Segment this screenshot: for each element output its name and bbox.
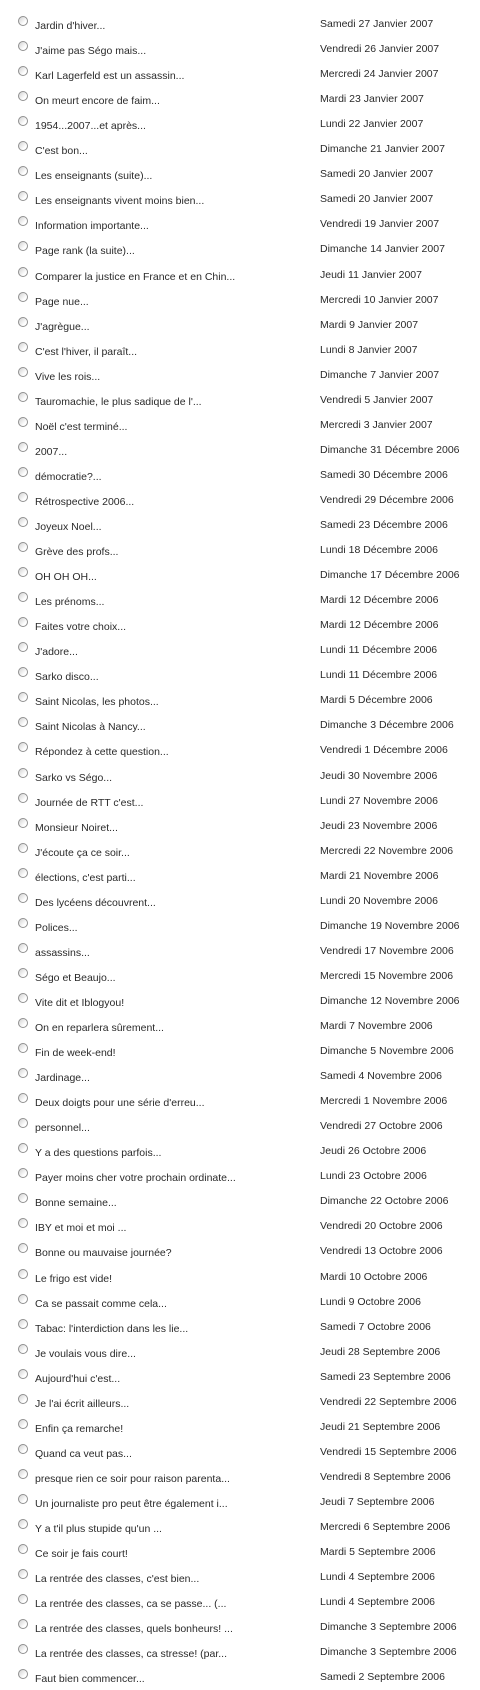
list-item[interactable] bbox=[0, 1315, 480, 1340]
post-date: Vendredi 1 Décembre 2006 bbox=[320, 744, 448, 757]
list-item[interactable] bbox=[0, 1189, 480, 1214]
post-date: Jeudi 26 Octobre 2006 bbox=[320, 1145, 427, 1158]
post-date: Mercredi 1 Novembre 2006 bbox=[320, 1095, 448, 1108]
list-item[interactable] bbox=[0, 162, 480, 187]
post-date: Lundi 9 Octobre 2006 bbox=[320, 1295, 421, 1308]
post-title-link[interactable]: Vite dit et Iblogyou! bbox=[35, 996, 125, 1009]
post-date: Mardi 12 Décembre 2006 bbox=[320, 619, 439, 632]
radio-button[interactable] bbox=[18, 116, 28, 126]
list-item[interactable] bbox=[0, 1039, 480, 1064]
list-item[interactable] bbox=[0, 488, 480, 513]
post-title-link[interactable]: Y a des questions parfois... bbox=[35, 1147, 162, 1160]
list-item[interactable] bbox=[0, 764, 480, 789]
radio-button[interactable] bbox=[18, 16, 28, 26]
list-item[interactable] bbox=[0, 1365, 480, 1390]
post-date: Mardi 5 Décembre 2006 bbox=[320, 694, 433, 707]
post-title-link[interactable]: Y a t'il plus stupide qu'un ... bbox=[35, 1523, 162, 1535]
list-item[interactable] bbox=[0, 713, 480, 738]
post-title-link[interactable]: La rentrée des classes, c'est bien... bbox=[35, 1573, 200, 1586]
radio-button[interactable] bbox=[18, 993, 28, 1003]
radio-button[interactable] bbox=[18, 1018, 28, 1028]
radio-button[interactable] bbox=[18, 1669, 28, 1679]
post-title-link[interactable]: Les enseignants vivent moins bien... bbox=[35, 195, 205, 208]
post-title-link[interactable]: Journée de RTT c'est... bbox=[35, 796, 144, 809]
list-item[interactable] bbox=[0, 212, 480, 237]
radio-button[interactable] bbox=[18, 216, 28, 226]
post-title-link[interactable]: Information importante... bbox=[35, 220, 149, 233]
post-date: Vendredi 15 Septembre 2006 bbox=[320, 1445, 457, 1458]
post-date: Lundi 4 Septembre 2006 bbox=[320, 1596, 436, 1609]
post-date: Mardi 10 Octobre 2006 bbox=[320, 1270, 428, 1283]
post-date: Vendredi 13 Octobre 2006 bbox=[320, 1245, 443, 1258]
post-title-link[interactable]: Saint Nicolas, les photos... bbox=[35, 696, 159, 709]
post-date: Mercredi 15 Novembre 2006 bbox=[320, 969, 454, 982]
post-title-link[interactable]: élections, c'est parti... bbox=[35, 871, 136, 884]
radio-button[interactable] bbox=[18, 592, 28, 602]
list-item[interactable] bbox=[0, 688, 480, 713]
post-date: Dimanche 3 Décembre 2006 bbox=[320, 719, 454, 732]
list-item[interactable] bbox=[0, 1214, 480, 1239]
post-title-link[interactable]: Joyeux Noel... bbox=[35, 521, 102, 533]
radio-button[interactable] bbox=[18, 893, 28, 903]
post-title-link[interactable]: Grève des profs... bbox=[35, 546, 119, 559]
post-title-link[interactable]: J'adore... bbox=[35, 646, 78, 659]
radio-button[interactable] bbox=[18, 141, 28, 151]
list-item[interactable] bbox=[0, 538, 480, 563]
list-item[interactable] bbox=[0, 1340, 480, 1365]
post-date: Dimanche 12 Novembre 2006 bbox=[320, 994, 460, 1007]
post-title-link[interactable]: IBY et moi et moi ... bbox=[35, 1222, 127, 1235]
post-date: Samedi 7 Octobre 2006 bbox=[320, 1320, 431, 1333]
radio-button[interactable] bbox=[18, 317, 28, 327]
post-title-link[interactable]: Vive les rois... bbox=[35, 370, 101, 383]
radio-button[interactable] bbox=[18, 467, 28, 477]
post-date: Dimanche 21 Janvier 2007 bbox=[320, 143, 445, 156]
post-date: Samedi 27 Janvier 2007 bbox=[320, 18, 434, 30]
radio-button[interactable] bbox=[18, 742, 28, 752]
radio-button[interactable] bbox=[18, 793, 28, 803]
post-date: Lundi 20 Novembre 2006 bbox=[320, 894, 438, 907]
list-item[interactable] bbox=[0, 463, 480, 488]
post-title-link[interactable]: La rentrée des classes, ca se passe... (... bbox=[35, 1598, 227, 1611]
post-title-link[interactable]: Répondez à cette question... bbox=[35, 746, 169, 759]
list-item[interactable] bbox=[0, 939, 480, 964]
list-item[interactable] bbox=[0, 338, 480, 363]
post-title-link[interactable]: Je voulais vous dire... bbox=[35, 1347, 136, 1360]
list-item[interactable] bbox=[0, 12, 480, 37]
post-title-link[interactable]: Faites votre choix... bbox=[35, 621, 127, 634]
post-date: Samedi 23 Septembre 2006 bbox=[320, 1370, 451, 1383]
list-item[interactable] bbox=[0, 363, 480, 388]
list-item[interactable] bbox=[0, 237, 480, 262]
radio-button[interactable] bbox=[18, 1594, 28, 1604]
post-date: Jeudi 23 Novembre 2006 bbox=[320, 819, 438, 832]
list-item[interactable] bbox=[0, 1014, 480, 1039]
post-title-link[interactable]: Tabac: l'interdiction dans les lie... bbox=[35, 1322, 189, 1335]
post-date: Mercredi 10 Janvier 2007 bbox=[320, 293, 439, 306]
post-date: Dimanche 3 Septembre 2006 bbox=[320, 1646, 457, 1659]
post-date: Jeudi 21 Septembre 2006 bbox=[320, 1420, 441, 1433]
radio-button[interactable] bbox=[18, 1519, 28, 1529]
post-date: Jeudi 11 Janvier 2007 bbox=[320, 268, 422, 281]
post-title-link[interactable]: Tauromachie, le plus sadique de l'... bbox=[35, 395, 202, 408]
radio-button[interactable] bbox=[18, 642, 28, 652]
post-title-link[interactable]: La rentrée des classes, quels bonheurs! ... bbox=[35, 1623, 233, 1636]
post-date: Lundi 23 Octobre 2006 bbox=[320, 1170, 427, 1183]
post-title-link[interactable]: assassins... bbox=[35, 946, 90, 959]
post-title-link[interactable]: Ca se passait comme cela... bbox=[35, 1297, 167, 1310]
post-date: Dimanche 5 Novembre 2006 bbox=[320, 1045, 454, 1058]
list-item[interactable] bbox=[0, 1139, 480, 1164]
list-item[interactable] bbox=[0, 889, 480, 914]
radio-button[interactable] bbox=[18, 1143, 28, 1153]
post-title-link[interactable]: Comparer la justice en France et en Chin... bbox=[35, 270, 236, 283]
post-title-link[interactable]: Monsieur Noiret... bbox=[35, 821, 118, 834]
post-title-link[interactable]: personnel... bbox=[35, 1122, 90, 1135]
list-item[interactable] bbox=[0, 989, 480, 1014]
radio-button[interactable] bbox=[18, 1118, 28, 1128]
post-date: Mercredi 6 Septembre 2006 bbox=[320, 1521, 451, 1533]
list-item[interactable] bbox=[0, 563, 480, 588]
list-item[interactable] bbox=[0, 1390, 480, 1415]
post-title-link[interactable]: Saint Nicolas à Nancy... bbox=[35, 721, 146, 734]
list-item[interactable] bbox=[0, 839, 480, 864]
post-date: Vendredi 27 Octobre 2006 bbox=[320, 1120, 443, 1133]
post-title-link[interactable]: Quand ca veut pas... bbox=[35, 1447, 132, 1460]
radio-button[interactable] bbox=[18, 1294, 28, 1304]
list-item[interactable] bbox=[0, 112, 480, 137]
radio-button[interactable] bbox=[18, 342, 28, 352]
post-date: Vendredi 22 Septembre 2006 bbox=[320, 1395, 457, 1408]
post-title-link[interactable]: On en reparlera sûrement... bbox=[35, 1022, 164, 1034]
post-date: Vendredi 20 Octobre 2006 bbox=[320, 1220, 443, 1233]
list-item[interactable] bbox=[0, 513, 480, 538]
post-date: Dimanche 22 Octobre 2006 bbox=[320, 1195, 449, 1208]
list-item[interactable] bbox=[0, 263, 480, 288]
post-date: Mercredi 24 Janvier 2007 bbox=[320, 68, 439, 81]
post-title-link[interactable]: Ségo et Beaujo... bbox=[35, 971, 116, 984]
list-item[interactable] bbox=[0, 1440, 480, 1465]
post-date: Jeudi 28 Septembre 2006 bbox=[320, 1345, 441, 1358]
list-item[interactable] bbox=[0, 1239, 480, 1264]
radio-button[interactable] bbox=[18, 241, 28, 251]
list-item[interactable] bbox=[0, 1290, 480, 1315]
post-date: Samedi 20 Janvier 2007 bbox=[320, 168, 434, 181]
radio-button[interactable] bbox=[18, 843, 28, 853]
radio-button[interactable] bbox=[18, 1644, 28, 1654]
post-title-link[interactable]: démocratie?... bbox=[35, 470, 102, 483]
post-date: Vendredi 19 Janvier 2007 bbox=[320, 218, 440, 231]
post-title-link[interactable]: J'aime pas Ségo mais... bbox=[35, 45, 147, 58]
list-item[interactable] bbox=[0, 388, 480, 413]
post-date: Dimanche 31 Décembre 2006 bbox=[320, 443, 460, 456]
list-item[interactable] bbox=[0, 313, 480, 338]
list-item[interactable] bbox=[0, 1064, 480, 1089]
radio-button[interactable] bbox=[18, 1319, 28, 1329]
radio-button[interactable] bbox=[18, 1569, 28, 1579]
post-date: Mercredi 22 Novembre 2006 bbox=[320, 844, 454, 857]
post-title-link[interactable]: J'écoute ça ce soir... bbox=[35, 846, 130, 859]
post-title-link[interactable]: Sarko disco... bbox=[35, 671, 99, 684]
radio-button[interactable] bbox=[18, 1269, 28, 1279]
post-title-link[interactable]: Aujourd'hui c'est... bbox=[35, 1372, 121, 1385]
list-item[interactable] bbox=[0, 187, 480, 212]
post-title-link[interactable]: Un journaliste pro peut être également i... bbox=[35, 1497, 228, 1510]
post-date: Lundi 4 Septembre 2006 bbox=[320, 1571, 436, 1584]
post-title-link[interactable]: Les enseignants (suite)... bbox=[35, 170, 153, 183]
post-date: Dimanche 17 Décembre 2006 bbox=[320, 569, 460, 582]
post-date: Dimanche 19 Novembre 2006 bbox=[320, 919, 460, 932]
radio-button[interactable] bbox=[18, 768, 28, 778]
radio-button[interactable] bbox=[18, 542, 28, 552]
post-date: Vendredi 8 Septembre 2006 bbox=[320, 1470, 451, 1483]
post-title-link[interactable]: Deux doigts pour une série d'erreu... bbox=[35, 1097, 205, 1110]
list-item[interactable] bbox=[0, 1164, 480, 1189]
list-item[interactable] bbox=[0, 1565, 480, 1590]
post-title-link[interactable]: Jardin d'hiver... bbox=[35, 20, 106, 32]
post-date: Vendredi 5 Janvier 2007 bbox=[320, 393, 434, 406]
list-item[interactable] bbox=[0, 663, 480, 688]
post-date: Lundi 18 Décembre 2006 bbox=[320, 544, 438, 557]
radio-button[interactable] bbox=[18, 292, 28, 302]
radio-button[interactable] bbox=[18, 41, 28, 51]
post-title-link[interactable]: J'agrègue... bbox=[35, 320, 90, 333]
list-item[interactable] bbox=[0, 613, 480, 638]
radio-button[interactable] bbox=[18, 1344, 28, 1354]
post-title-link[interactable]: Jardinage... bbox=[35, 1072, 90, 1085]
post-date: Lundi 8 Janvier 2007 bbox=[320, 343, 418, 356]
list-item[interactable] bbox=[0, 1615, 480, 1640]
post-title-link[interactable]: Page nue... bbox=[35, 295, 89, 308]
post-title-link[interactable]: Les prénoms... bbox=[35, 596, 105, 609]
post-date: Mardi 7 Novembre 2006 bbox=[320, 1020, 433, 1032]
post-date: Dimanche 14 Janvier 2007 bbox=[320, 243, 445, 256]
post-date: Samedi 30 Décembre 2006 bbox=[320, 468, 448, 481]
list-item[interactable] bbox=[0, 1415, 480, 1440]
radio-button[interactable] bbox=[18, 918, 28, 928]
list-item[interactable] bbox=[0, 1640, 480, 1665]
post-title-link[interactable]: 1954...2007...et après... bbox=[35, 120, 146, 133]
list-item[interactable] bbox=[0, 288, 480, 313]
radio-button[interactable] bbox=[18, 1218, 28, 1228]
radio-button[interactable] bbox=[18, 1068, 28, 1078]
radio-button[interactable] bbox=[18, 1444, 28, 1454]
list-item[interactable] bbox=[0, 1540, 480, 1565]
radio-button[interactable] bbox=[18, 191, 28, 201]
list-item[interactable] bbox=[0, 789, 480, 814]
post-date: Mardi 12 Décembre 2006 bbox=[320, 594, 439, 607]
radio-button[interactable] bbox=[18, 417, 28, 427]
list-item[interactable] bbox=[0, 1490, 480, 1515]
radio-button[interactable] bbox=[18, 667, 28, 677]
radio-button[interactable] bbox=[18, 267, 28, 277]
post-title-link[interactable]: La rentrée des classes, ca stresse! (par... bbox=[35, 1648, 228, 1661]
radio-button[interactable] bbox=[18, 567, 28, 577]
post-title-link[interactable]: Bonne ou mauvaise journée? bbox=[35, 1247, 172, 1260]
post-date: Lundi 11 Décembre 2006 bbox=[320, 669, 438, 682]
list-item[interactable] bbox=[0, 864, 480, 889]
post-title-link[interactable]: Rétrospective 2006... bbox=[35, 495, 135, 508]
list-item[interactable] bbox=[0, 1465, 480, 1490]
post-date: Mardi 21 Novembre 2006 bbox=[320, 869, 439, 882]
post-title-link[interactable]: Je l'ai écrit ailleurs... bbox=[35, 1397, 130, 1410]
post-title-link[interactable]: 2007... bbox=[35, 445, 68, 458]
radio-button[interactable] bbox=[18, 492, 28, 502]
post-title-link[interactable]: Des lycéens découvrent... bbox=[35, 896, 156, 909]
radio-button[interactable] bbox=[18, 1043, 28, 1053]
post-date: Mardi 9 Janvier 2007 bbox=[320, 318, 419, 331]
radio-button[interactable] bbox=[18, 517, 28, 527]
radio-button[interactable] bbox=[18, 968, 28, 978]
list-item[interactable] bbox=[0, 62, 480, 87]
post-date: Jeudi 30 Novembre 2006 bbox=[320, 769, 438, 782]
radio-button[interactable] bbox=[18, 1494, 28, 1504]
post-date: Samedi 23 Décembre 2006 bbox=[320, 519, 448, 531]
list-item[interactable] bbox=[0, 914, 480, 939]
list-item[interactable] bbox=[0, 438, 480, 463]
list-item[interactable] bbox=[0, 37, 480, 62]
list-item[interactable] bbox=[0, 738, 480, 763]
list-item[interactable] bbox=[0, 1665, 480, 1690]
list-item[interactable] bbox=[0, 137, 480, 162]
post-date: Dimanche 7 Janvier 2007 bbox=[320, 368, 440, 381]
list-item[interactable] bbox=[0, 87, 480, 112]
post-date: Vendredi 29 Décembre 2006 bbox=[320, 493, 454, 506]
radio-button[interactable] bbox=[18, 1544, 28, 1554]
list-item[interactable] bbox=[0, 1114, 480, 1139]
radio-button[interactable] bbox=[18, 392, 28, 402]
post-title-link[interactable]: C'est bon... bbox=[35, 145, 88, 158]
post-title-link[interactable]: Payer moins cher votre prochain ordinate... bbox=[35, 1172, 236, 1185]
post-title-link[interactable]: C'est l'hiver, il paraît... bbox=[35, 345, 138, 358]
radio-button[interactable] bbox=[18, 717, 28, 727]
post-date: Mardi 5 Septembre 2006 bbox=[320, 1546, 436, 1559]
radio-button[interactable] bbox=[18, 1369, 28, 1379]
list-item[interactable] bbox=[0, 964, 480, 989]
post-date: Jeudi 7 Septembre 2006 bbox=[320, 1495, 435, 1508]
list-item[interactable] bbox=[0, 814, 480, 839]
radio-button[interactable] bbox=[18, 617, 28, 627]
radio-button[interactable] bbox=[18, 166, 28, 176]
post-date: Lundi 11 Décembre 2006 bbox=[320, 644, 438, 657]
post-title-link[interactable]: Faut bien commencer... bbox=[35, 1673, 145, 1686]
post-date: Mardi 23 Janvier 2007 bbox=[320, 93, 424, 106]
list-item[interactable] bbox=[0, 588, 480, 613]
list-item[interactable] bbox=[0, 1590, 480, 1615]
post-title-link[interactable]: Enfin ça remarche! bbox=[35, 1422, 124, 1435]
post-date: Vendredi 26 Janvier 2007 bbox=[320, 43, 440, 56]
post-title-link[interactable]: On meurt encore de faim... bbox=[35, 95, 160, 108]
post-date: Mercredi 3 Janvier 2007 bbox=[320, 418, 433, 431]
list-item[interactable] bbox=[0, 1089, 480, 1114]
radio-button[interactable] bbox=[18, 943, 28, 953]
radio-button[interactable] bbox=[18, 1193, 28, 1203]
list-item[interactable] bbox=[0, 638, 480, 663]
post-title-link[interactable]: Le frigo est vide! bbox=[35, 1272, 113, 1285]
post-title-link[interactable]: Noël c'est terminé... bbox=[35, 420, 128, 433]
post-date: Samedi 2 Septembre 2006 bbox=[320, 1671, 445, 1684]
post-title-link[interactable]: Ce soir je fais court! bbox=[35, 1548, 128, 1561]
radio-button[interactable] bbox=[18, 1619, 28, 1629]
list-item[interactable] bbox=[0, 413, 480, 438]
post-date: Vendredi 17 Novembre 2006 bbox=[320, 944, 454, 957]
radio-button[interactable] bbox=[18, 66, 28, 76]
radio-button[interactable] bbox=[18, 818, 28, 828]
radio-button[interactable] bbox=[18, 1243, 28, 1253]
radio-button[interactable] bbox=[18, 692, 28, 702]
radio-button[interactable] bbox=[18, 367, 28, 377]
radio-button[interactable] bbox=[18, 1093, 28, 1103]
post-date: Lundi 27 Novembre 2006 bbox=[320, 794, 438, 807]
post-title-link[interactable]: presque rien ce soir pour raison parenta... bbox=[35, 1472, 230, 1485]
post-title-link[interactable]: Bonne semaine... bbox=[35, 1197, 117, 1210]
post-title-link[interactable]: Page rank (la suite)... bbox=[35, 245, 135, 258]
post-title-link[interactable]: Fin de week-end! bbox=[35, 1047, 116, 1060]
post-title-link[interactable]: OH OH OH... bbox=[35, 571, 97, 584]
radio-button[interactable] bbox=[18, 868, 28, 878]
post-title-link[interactable]: Sarko vs Ségo... bbox=[35, 771, 113, 784]
radio-button[interactable] bbox=[18, 1419, 28, 1429]
radio-button[interactable] bbox=[18, 91, 28, 101]
post-date: Samedi 4 Novembre 2006 bbox=[320, 1070, 442, 1083]
post-date: Dimanche 3 Septembre 2006 bbox=[320, 1621, 457, 1634]
list-item[interactable] bbox=[0, 1265, 480, 1290]
radio-button[interactable] bbox=[18, 1469, 28, 1479]
radio-button[interactable] bbox=[18, 442, 28, 452]
radio-button[interactable] bbox=[18, 1168, 28, 1178]
post-title-link[interactable]: Karl Lagerfeld est un assassin... bbox=[35, 70, 185, 83]
post-title-link[interactable]: Polices... bbox=[35, 921, 78, 934]
list-item[interactable] bbox=[0, 1515, 480, 1540]
post-date: Samedi 20 Janvier 2007 bbox=[320, 193, 434, 206]
post-date: Lundi 22 Janvier 2007 bbox=[320, 118, 424, 131]
radio-button[interactable] bbox=[18, 1394, 28, 1404]
